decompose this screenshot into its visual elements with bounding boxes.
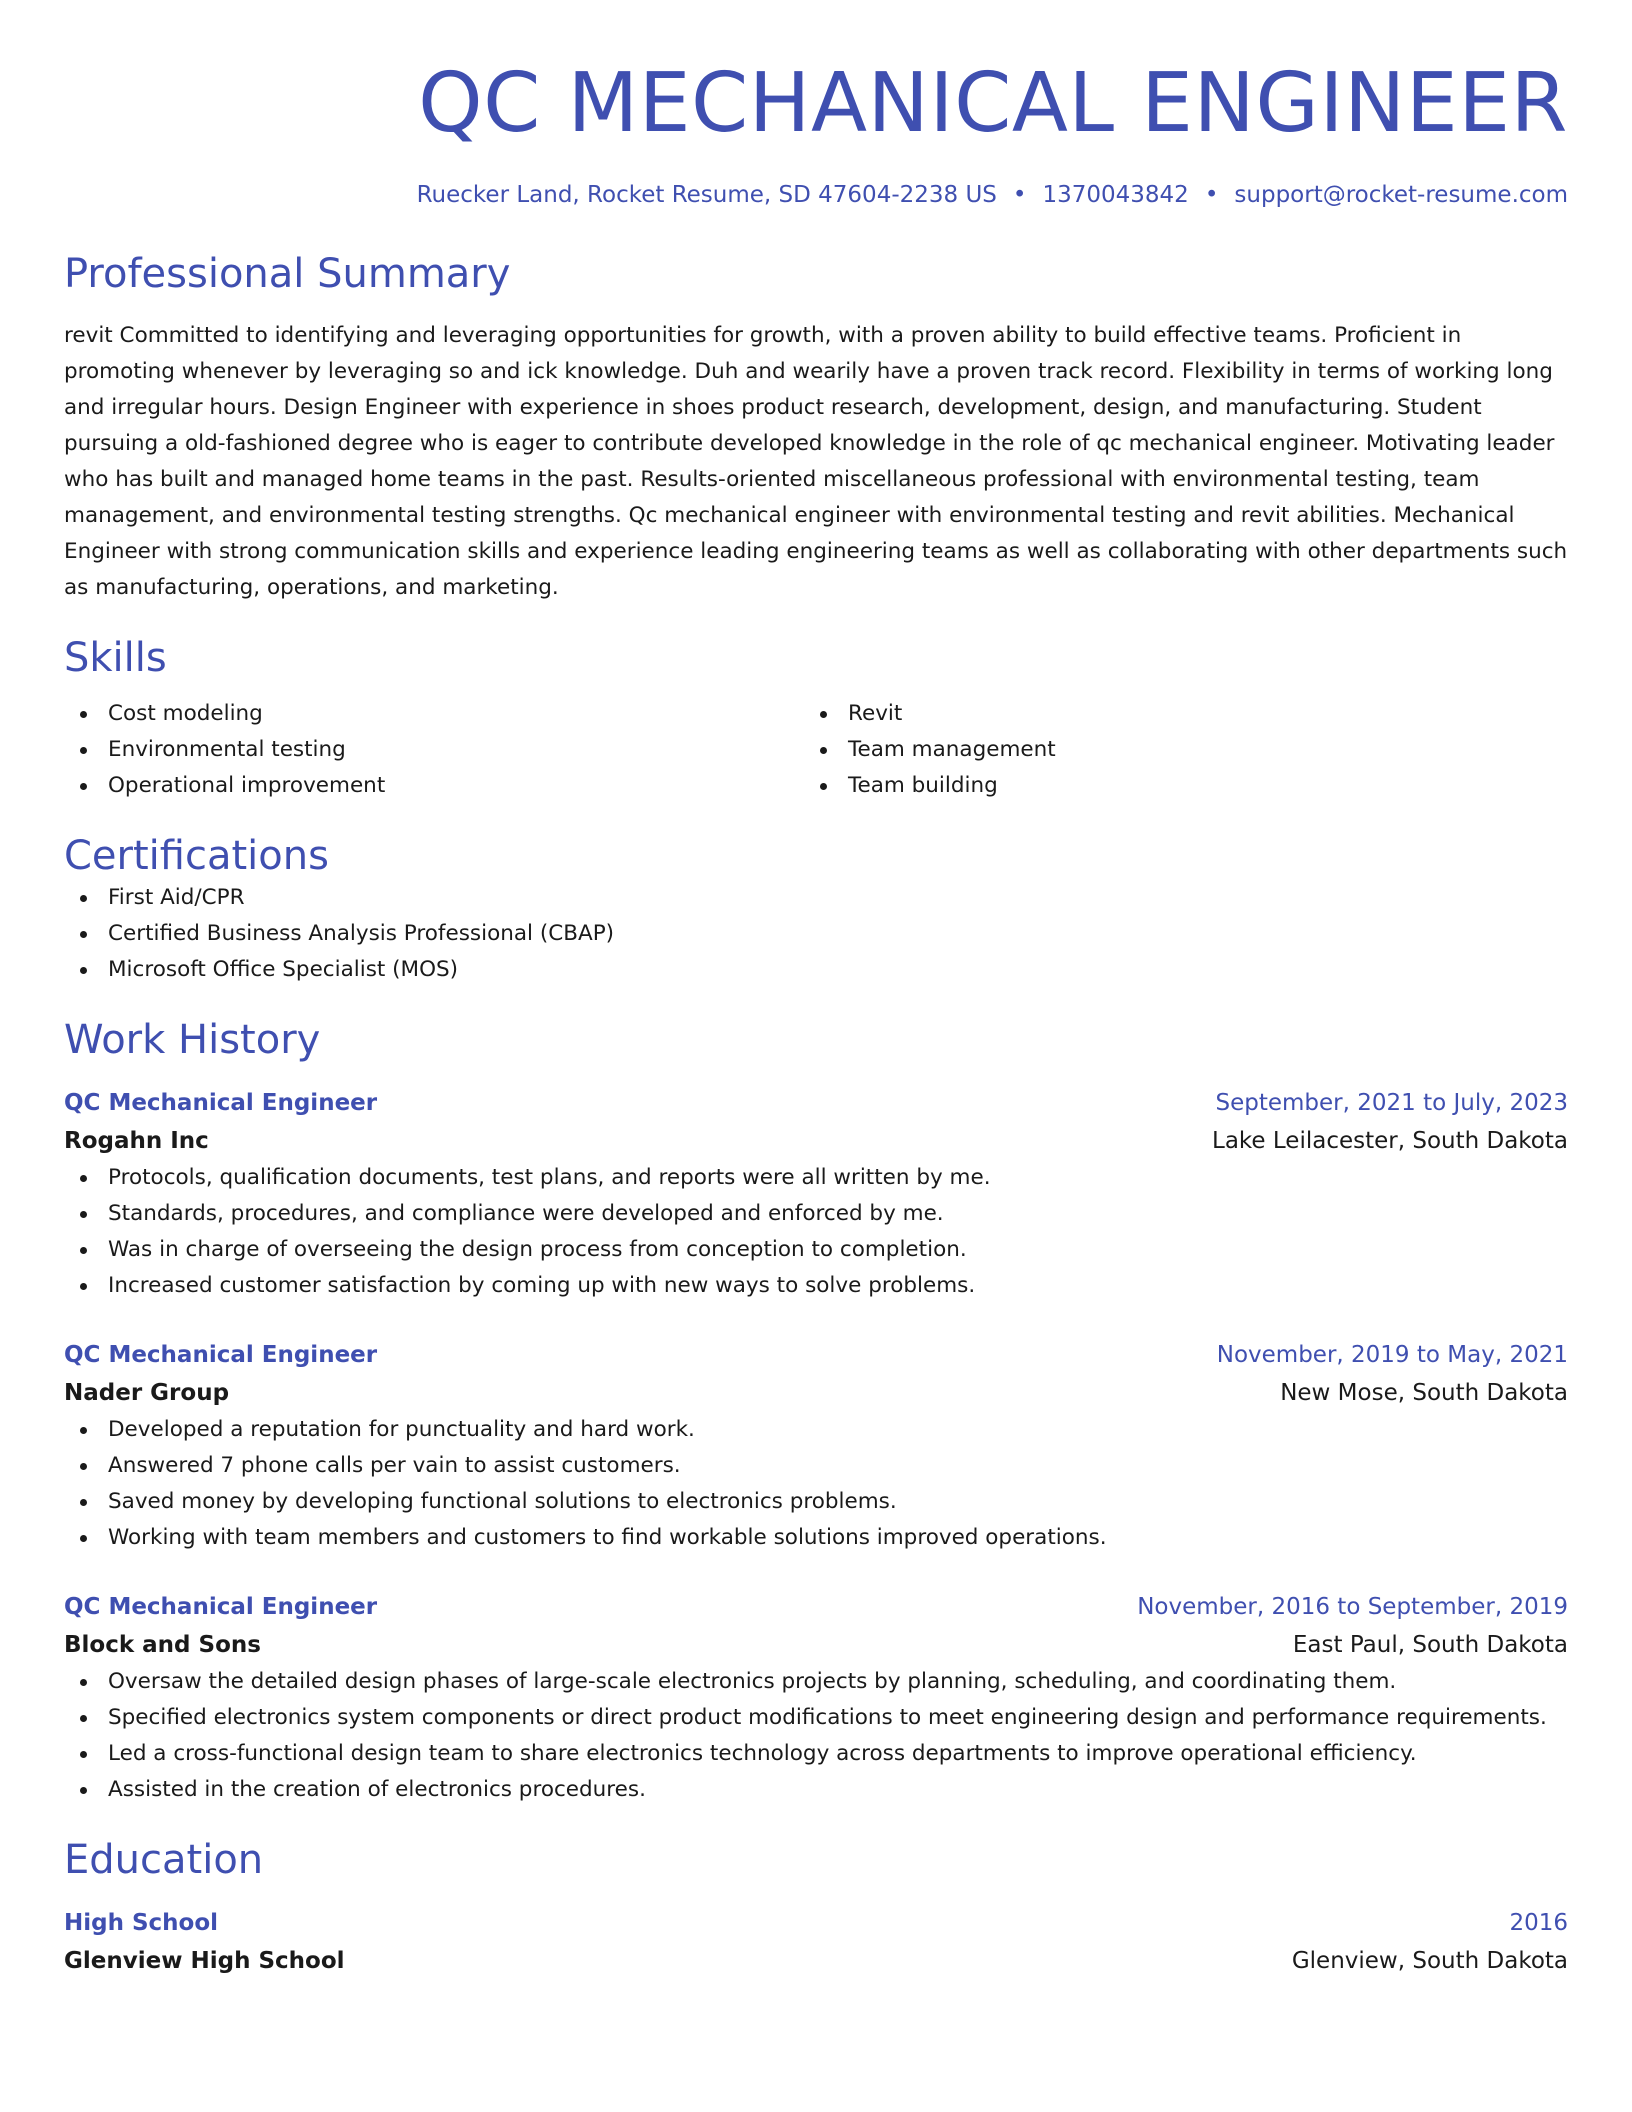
contact-line	[64, 180, 1568, 210]
list-item: Standards, procedures, and compliance were developed and enforced by me.	[64, 1196, 1568, 1232]
list-item: Answered 7 phone calls per vain to assist customers.	[64, 1448, 1568, 1484]
education-degree: High School	[64, 1910, 219, 1936]
list-item: Working with team members and customers to find workable solutions improved operations.	[64, 1520, 1568, 1556]
education-entry	[64, 1904, 1568, 1980]
list-item: Was in charge of overseeing the design process from conception to completion.	[64, 1232, 1568, 1268]
list-item: Certified Business Analysis Professional (CBAP)	[64, 916, 1568, 952]
job-company: Rogahn Inc	[64, 1128, 209, 1154]
section-title-summary: Professional Summary	[64, 251, 511, 297]
certifications-list	[64, 880, 1568, 988]
list-item: Environmental testing	[64, 732, 804, 768]
skills-column-left	[64, 696, 804, 804]
education-year: 2016	[1509, 1910, 1568, 1936]
job-header-row	[64, 1588, 1568, 1626]
job-location: Lake Leilacester, South Dakota	[1212, 1128, 1568, 1154]
list-item: Led a cross-functional design team to share electronics technology across departments to improve operational efficiency.	[64, 1736, 1568, 1772]
job-header-row	[64, 1084, 1568, 1122]
list-item: Specified electronics system components or direct product modifications to meet engineering design and performance requirements.	[64, 1700, 1568, 1736]
skills-column-right	[804, 696, 1544, 804]
list-item: First Aid/CPR	[64, 880, 1568, 916]
contact-separator: •	[1204, 182, 1219, 208]
skills-list	[64, 696, 1568, 804]
section-title-skills: Skills	[64, 635, 167, 681]
job-company: Block and Sons	[64, 1632, 261, 1658]
list-item: Team management	[804, 732, 1544, 768]
job-dates: November, 2019 to May, 2021	[1216, 1342, 1568, 1368]
job-entry	[64, 1084, 1568, 1304]
section-title-work-history: Work History	[64, 1017, 321, 1063]
job-company-row	[64, 1626, 1568, 1664]
job-dates: September, 2021 to July, 2023	[1215, 1090, 1568, 1116]
list-item: Oversaw the detailed design phases of large-scale electronics projects by planning, scheduling, and coordinating them.	[64, 1664, 1568, 1700]
list-item: Protocols, qualification documents, test plans, and reports were all written by me.	[64, 1160, 1568, 1196]
section-title-certifications: Certifications	[64, 833, 329, 879]
list-item: Revit	[804, 696, 1544, 732]
list-item: Developed a reputation for punctuality and hard work.	[64, 1412, 1568, 1448]
job-header-row	[64, 1336, 1568, 1374]
contact-phone: 1370043842	[1042, 182, 1189, 208]
list-item: Saved money by developing functional solutions to electronics problems.	[64, 1484, 1568, 1520]
job-entry	[64, 1588, 1568, 1808]
job-dates: November, 2016 to September, 2019	[1137, 1594, 1568, 1620]
contact-address: Ruecker Land, Rocket Resume, SD 47604-2238 US	[416, 182, 997, 208]
education-location: Glenview, South Dakota	[1291, 1948, 1568, 1974]
job-title: QC Mechanical Engineer	[64, 1090, 378, 1116]
page-title: QC MECHANICAL ENGINEER	[418, 56, 1568, 151]
section-title-education: Education	[64, 1837, 264, 1883]
summary-text: revit Committed to identifying and leveraging opportunities for growth, with a proven ability to build effective teams. Proficient in promoting whenever by leveraging so and ick knowledge. Duh and wearily have a proven track record. Flexibility in terms of working long and irregular hours. Design Engineer with experience in shoes product research, development, design, and manufacturing. Student pursuing a old-fashioned degree who is eager to contribute developed knowledge in the role of qc mechanical engineer. Motivating leader who has built and managed home teams in the past. Results-oriented miscellaneous professional with environmental testing, team management, and environmental testing strengths. Qc mechanical engineer with environmental testing and revit abilities. Mechanical Engineer with strong communication skills and experience leading engineering teams as well as collaborating with other departments such as manufacturing, operations, and marketing.	[64, 323, 1568, 600]
job-bullets	[64, 1160, 1568, 1304]
list-item: Cost modeling	[64, 696, 804, 732]
job-bullets	[64, 1412, 1568, 1556]
list-item: Team building	[804, 768, 1544, 804]
job-entry	[64, 1336, 1568, 1556]
contact-email: support@rocket-resume.com	[1234, 182, 1568, 208]
list-item: Microsoft Office Specialist (MOS)	[64, 952, 1568, 988]
job-title: QC Mechanical Engineer	[64, 1594, 378, 1620]
job-location: New Mose, South Dakota	[1280, 1380, 1568, 1406]
education-header-row	[64, 1904, 1568, 1942]
job-company-row	[64, 1122, 1568, 1160]
job-title: QC Mechanical Engineer	[64, 1342, 378, 1368]
job-location: East Paul, South Dakota	[1292, 1632, 1568, 1658]
resume-header	[64, 56, 1568, 210]
job-bullets	[64, 1664, 1568, 1808]
contact-separator: •	[1012, 182, 1027, 208]
education-school: Glenview High School	[64, 1948, 345, 1974]
list-item: Operational improvement	[64, 768, 804, 804]
list-item: Increased customer satisfaction by coming up with new ways to solve problems.	[64, 1268, 1568, 1304]
job-company-row	[64, 1374, 1568, 1412]
job-company: Nader Group	[64, 1380, 230, 1406]
education-school-row	[64, 1942, 1568, 1980]
list-item: Assisted in the creation of electronics procedures.	[64, 1772, 1568, 1808]
